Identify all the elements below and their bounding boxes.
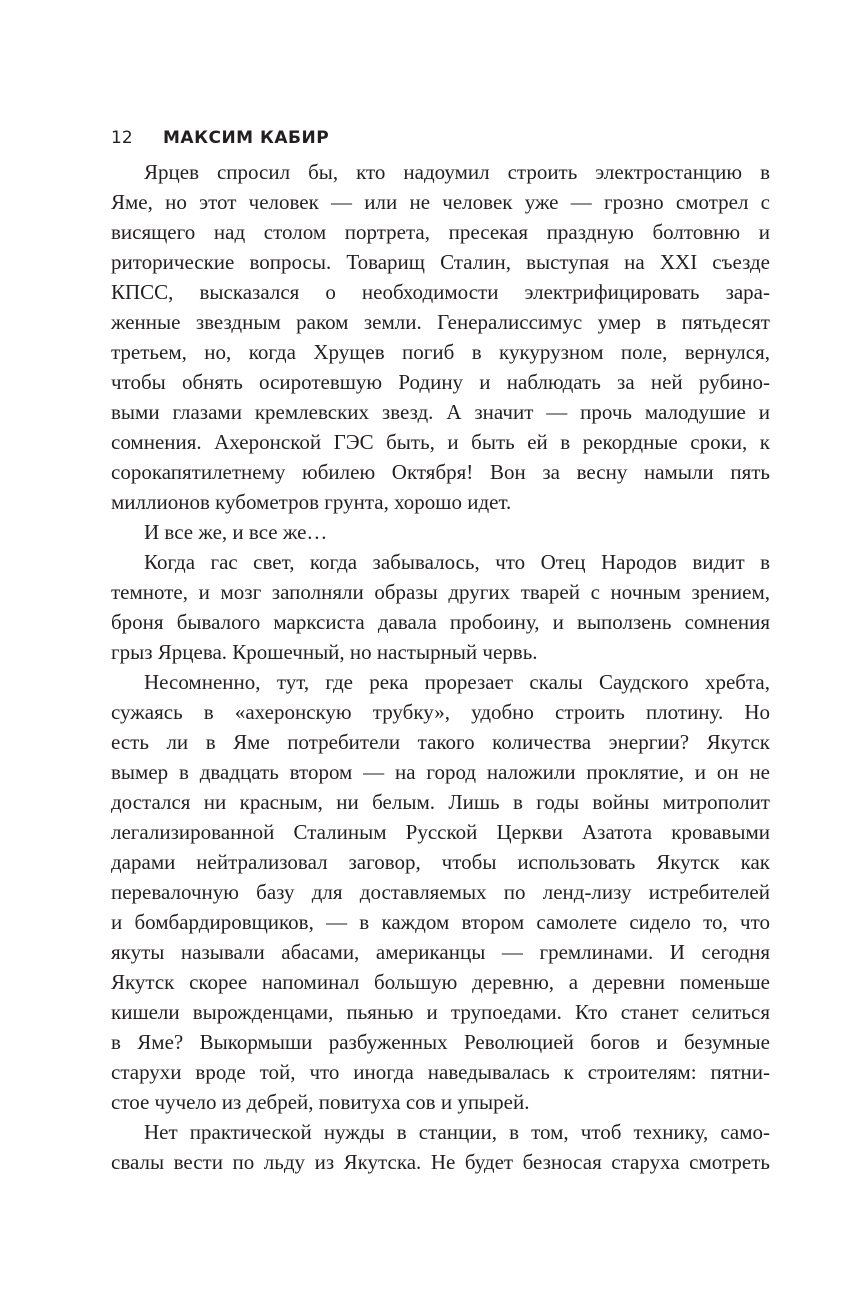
text-line: кишели вырожденцами, пьянью и трупоедами. Кто станет селиться — [111, 1000, 770, 1024]
text-line: сорокапятилетнему юбилею Октября! Вон за весну намыли пять — [111, 460, 770, 484]
text-line: третьем, но, когда Хрущев погиб в кукурузном поле, вернулся, — [111, 340, 770, 364]
text-line: сомнения. Ахеронской ГЭС быть, и быть ей в рекордные сроки, к — [111, 430, 770, 454]
text-line: легализированной Сталиным Русской Церкви Азатота кровавыми — [111, 820, 770, 844]
text-line: грыз Ярцева. Крошечный, но настырный червь. — [111, 640, 538, 664]
text-line: Якутск скорее напоминал большую деревню, а деревни поменьше — [111, 970, 770, 994]
text-line: И все же, и все же… — [144, 520, 328, 544]
text-line: Когда гас свет, когда забывалось, что Отец Народов видит в — [144, 550, 770, 574]
text-line: в Яме? Выкормыши разбуженных Революцией богов и безумные — [111, 1030, 770, 1054]
text-line: Ярцев спросил бы, кто надоумил строить электростанцию в — [144, 160, 770, 184]
text-line: перевалочную базу для доставляемых по ленд-лизу истребителей — [111, 880, 770, 904]
text-line: Яме, но этот человек — или не человек уже — грозно смотрел с — [111, 190, 770, 214]
text-line: свалы вести по льду из Якутска. Не будет безносая старуха смотреть — [111, 1150, 770, 1174]
text-line: и бомбардировщиков, — в каждом втором самолете сидело то, что — [111, 910, 770, 934]
text-line: достался ни красным, ни белым. Лишь в годы войны митрополит — [111, 790, 770, 814]
page-number: 12 — [111, 128, 133, 148]
text-line: сужаясь в «ахеронскую трубку», удобно строить плотину. Но — [111, 700, 770, 724]
text-line: темноте, и мозг заполняли образы других тварей с ночным зрением, — [111, 580, 770, 604]
text-line: стое чучело из дебрей, повитуха сов и упырей. — [111, 1090, 530, 1114]
text-line: дарами нейтрализовал заговор, чтобы использовать Якутск как — [111, 850, 770, 874]
text-line: есть ли в Яме потребители такого количества энергии? Якутск — [111, 730, 770, 754]
text-line: миллионов кубометров грунта, хорошо идет. — [111, 490, 512, 514]
body-text — [111, 157, 770, 1177]
running-head-author: МАКСИМ КАБИР — [163, 128, 330, 148]
text-line: женные звездным раком земли. Генералиссимус умер в пятьдесят — [111, 310, 770, 334]
text-line: риторические вопросы. Товарищ Сталин, выступая на XXI съезде — [111, 250, 770, 274]
text-line: якуты называли абасами, американцы — гремлинами. И сегодня — [111, 940, 770, 964]
text-line: Нет практической нужды в станции, в том, чтоб технику, само- — [144, 1120, 770, 1144]
text-line: чтобы обнять осиротевшую Родину и наблюдать за ней рубино- — [111, 370, 770, 394]
text-line: висящего над столом портрета, пресекая праздную болтовню и — [111, 220, 770, 244]
text-line: старухи вроде той, что иногда наведывалась к строителям: пятни- — [111, 1060, 770, 1084]
text-line: броня бывалого марксиста давала пробоину, и выползень сомнения — [111, 610, 770, 634]
text-line: вымер в двадцать втором — на город наложили проклятие, и он не — [111, 760, 770, 784]
text-line: выми глазами кремлевских звезд. А значит — прочь малодушие и — [111, 400, 770, 424]
text-line: КПСС, высказался о необходимости электрифицировать зара- — [111, 280, 770, 304]
text-line: Несомненно, тут, где река прорезает скалы Саудского хребта, — [144, 670, 770, 694]
